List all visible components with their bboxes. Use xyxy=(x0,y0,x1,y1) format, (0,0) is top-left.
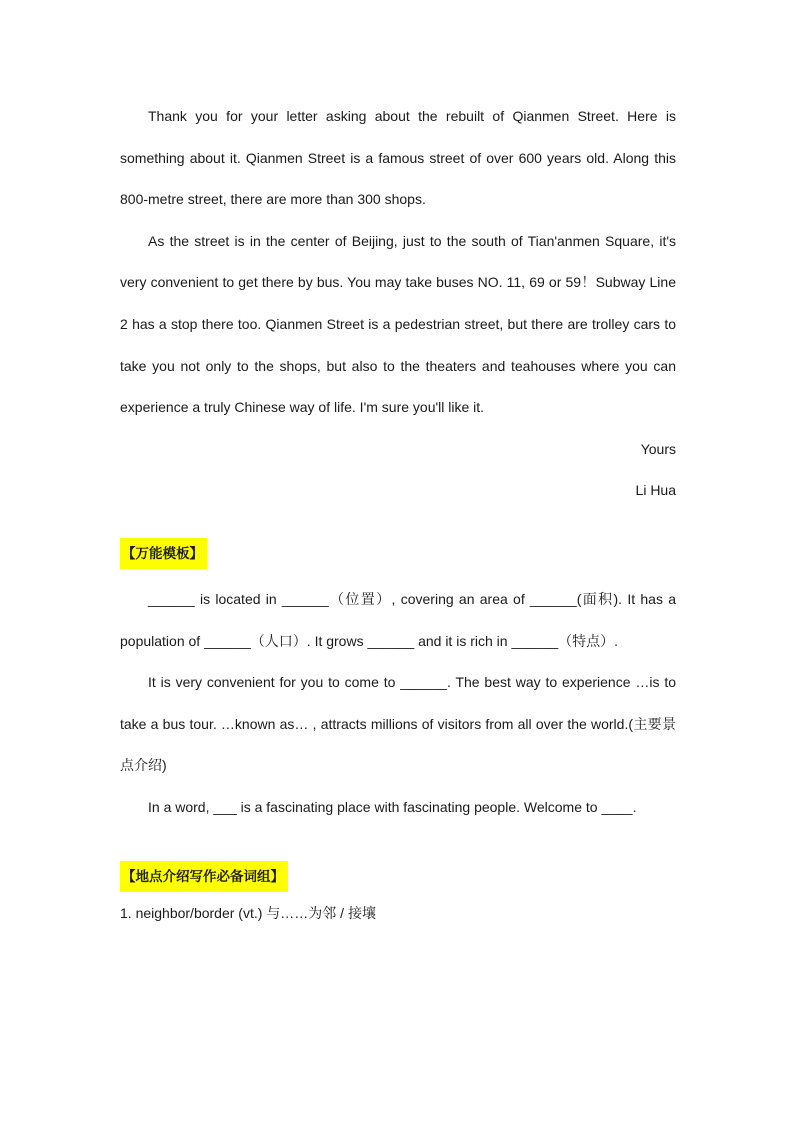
phrase-item: 1. neighbor/border (vt.) 与……为邻 / 接壤 xyxy=(120,904,376,921)
letter-signature: Li Hua xyxy=(635,482,676,499)
letter-paragraph-2: As the street is in the center of Beijing, just to the south of Tian'anmen Square, it's very convenient to get there by bus. You may take buses NO. 11, 69 or 59！Subway Line 2 has a stop there too. Qianmen Street is a pedestrian street, but there are trolley cars to take you not only to the shops, but also to the theaters and teahouses where you can experience a truly Chinese way of life. I'm sure you'll like it. xyxy=(120,232,676,416)
template-heading-wrap xyxy=(120,538,676,569)
template-heading: 【万能模板】 xyxy=(120,538,207,569)
document-page xyxy=(120,96,676,928)
letter-paragraph-1: Thank you for your letter asking about the rebuilt of Qianmen Street. Here is something about it. Qianmen Street is a famous street of over 600 years old. Along this 800-metre street, there are more than 300 shops. xyxy=(120,108,676,208)
phrases-heading: 【地点介绍写作必备词组】 xyxy=(120,861,288,892)
template-paragraph-2: It is very convenient for you to come to ______. The best way to experience …is to take a bus tour. …known as… , attracts millions of visitors from all over the world.(主要景点介绍) xyxy=(120,674,676,774)
template-paragraph-1: ______ is located in ______（位置）, covering an area of ______(面积). It has a population of ______（人口）. It grows ______ and it is rich in ______（特点）. xyxy=(120,590,676,649)
phrases-heading-wrap xyxy=(120,861,676,892)
letter-closing: Yours xyxy=(640,440,676,457)
template-paragraph-3: In a word, ___ is a fascinating place with fascinating people. Welcome to ____. xyxy=(148,798,637,815)
